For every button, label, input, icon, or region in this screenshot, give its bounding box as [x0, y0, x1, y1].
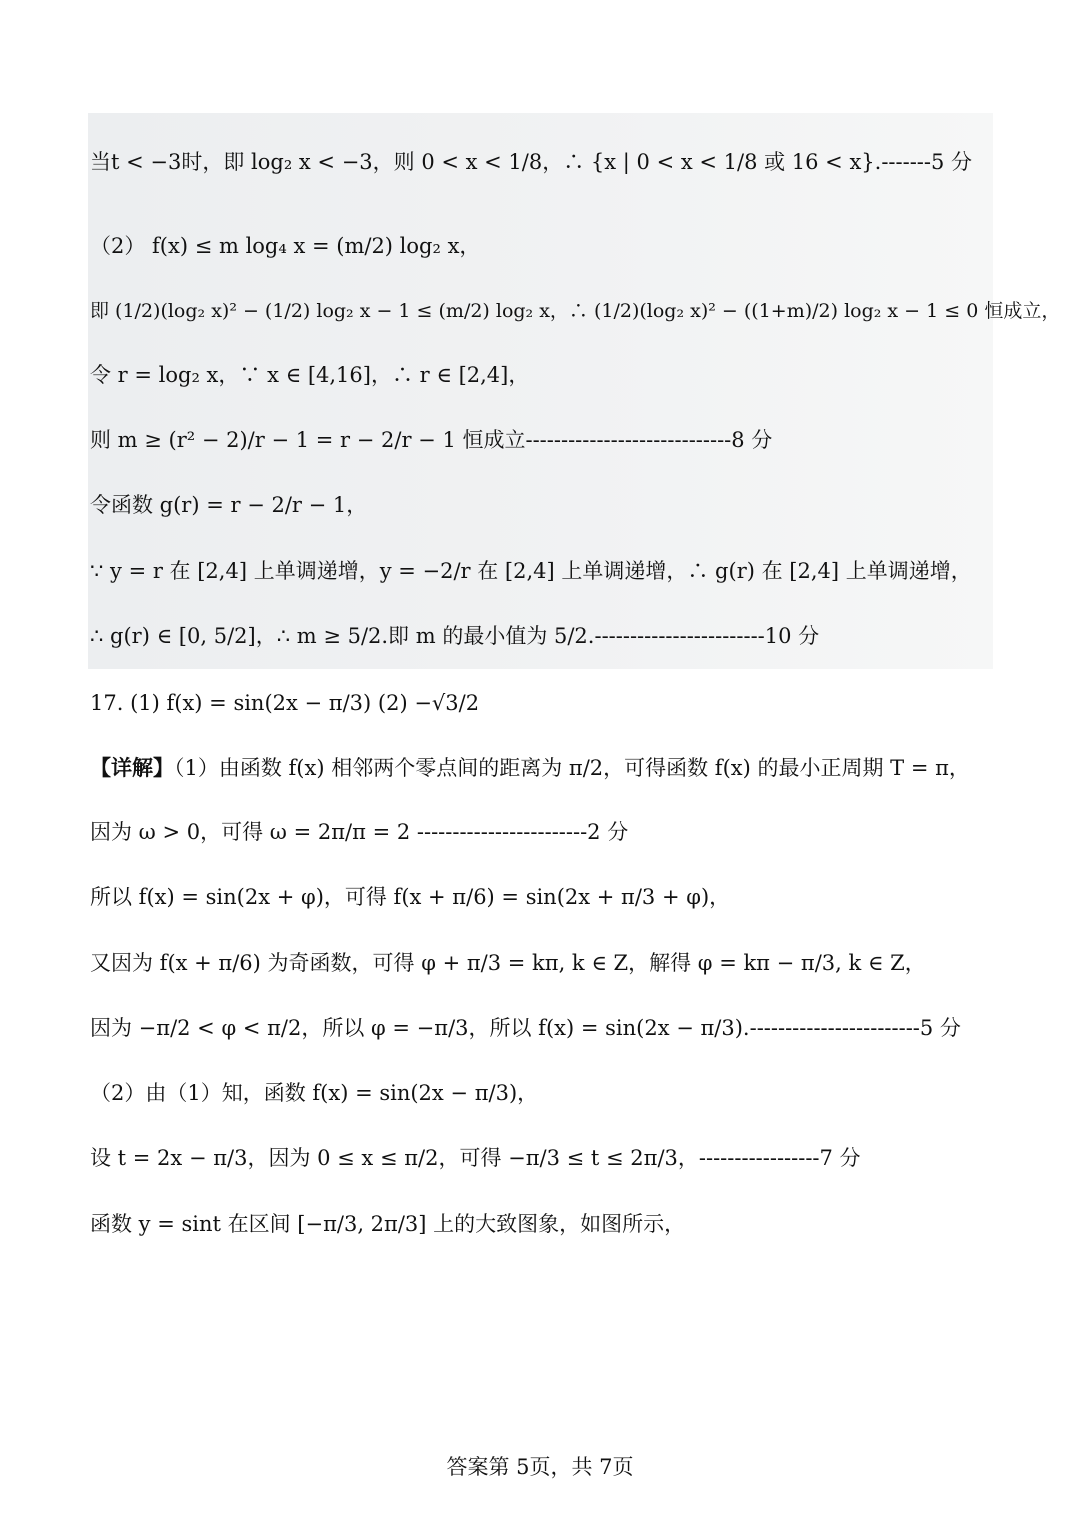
solution-line: （2）由（1）知，函数 f(x) = sin(2x − π/3)，	[90, 1081, 539, 1105]
solution-line: 因为 −π/2 < φ < π/2，所以 φ = −π/3，所以 f(x) = sin(2x − π/3).------------------------5 分	[90, 1016, 961, 1040]
page-footer: 答案第 5页，共 7页	[446, 1455, 634, 1479]
solution-line: 令函数 g(r) = r − 2/r − 1，	[90, 493, 368, 517]
solution-line: 设 t = 2x − π/3，因为 0 ≤ x ≤ π/2，可得 −π/3 ≤ t ≤ 2π/3，-----------------7 分	[90, 1146, 861, 1170]
solution-line: ∴ g(r) ∈ [0, 5/2]，∴ m ≥ 5/2.即 m 的最小值为 5/2.------------------------10 分	[90, 624, 820, 648]
solution-line: 又因为 f(x + π/6) 为奇函数，可得 φ + π/3 = kπ, k ∈ Z，解得 φ = kπ − π/3, k ∈ Z，	[90, 951, 926, 975]
solution-line: （2） f(x) ≤ m log₄ x = (m/2) log₂ x，	[90, 234, 481, 258]
solution-line: 因为 ω > 0，可得 ω = 2π/π = 2 ------------------------2 分	[90, 820, 629, 844]
solution-line: 即 (1/2)(log₂ x)² − (1/2) log₂ x − 1 ≤ (m/2) log₂ x，∴ (1/2)(log₂ x)² − ((1+m)/2) log₂ x − 1 ≤ 0 恒成立，	[90, 300, 1061, 322]
solution-line: 所以 f(x) = sin(2x + φ)，可得 f(x + π/6) = sin(2x + π/3 + φ)，	[90, 885, 731, 909]
solution-line: ∵ y = r 在 [2,4] 上单调递增，y = −2/r 在 [2,4] 上单调递增，∴ g(r) 在 [2,4] 上单调递增，	[90, 559, 972, 583]
solution-line: 令 r = log₂ x，∵ x ∈ [4,16]，∴ r ∈ [2,4]，	[90, 363, 530, 387]
question-answer-line: 17. (1) f(x) = sin(2x − π/3) (2) −√3/2	[90, 691, 480, 715]
detail-tag: 【详解】	[90, 755, 174, 780]
solution-line	[90, 753, 970, 783]
detail-text: （1）由函数 f(x) 相邻两个零点间的距离为 π/2，可得函数 f(x) 的最小正周期 T = π，	[174, 756, 970, 780]
solution-line: 当t < −3时，即 log₂ x < −3，则 0 < x < 1/8，∴ {x | 0 < x < 1/8 或 16 < x}.-------5 分	[90, 150, 973, 174]
solution-line: 则 m ≥ (r² − 2)/r − 1 = r − 2/r − 1 恒成立-----------------------------8 分	[90, 428, 773, 452]
solution-line: 函数 y = sint 在区间 [−π/3, 2π/3] 上的大致图象，如图所示，	[90, 1212, 686, 1236]
